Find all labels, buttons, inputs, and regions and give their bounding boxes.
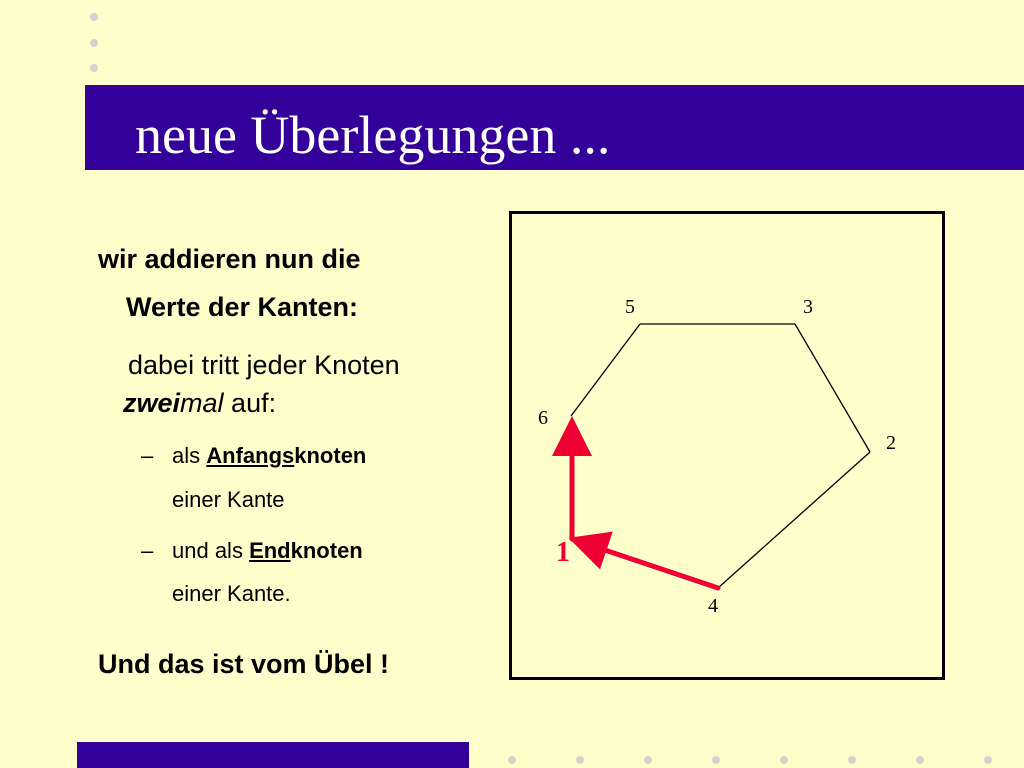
highlighted-path <box>572 426 718 588</box>
decor-dot <box>780 756 788 764</box>
bullet-2-prefix: und als <box>172 538 250 563</box>
auf-text: auf: <box>223 388 277 418</box>
decor-dot <box>848 756 856 764</box>
vertex-label-2: 2 <box>886 432 896 454</box>
graph-edges <box>571 324 870 588</box>
bullet-1-prefix: als <box>172 443 207 468</box>
slide-title: neue Überlegungen ... <box>135 105 611 165</box>
text-line-1: wir addieren nun die <box>98 244 361 274</box>
vertex-label-5: 5 <box>625 296 635 318</box>
decor-dot <box>916 756 924 764</box>
graph-diagram <box>512 214 942 677</box>
text-line-3: dabei tritt jeder Knoten <box>128 350 400 380</box>
decor-dot <box>90 64 98 72</box>
mal-italic: mal <box>180 388 224 418</box>
decor-dot <box>644 756 652 764</box>
edge-2-4 <box>718 452 870 588</box>
vertex-label-3: 3 <box>803 296 813 318</box>
decor-dot <box>712 756 720 764</box>
bullet-1-line-2: einer Kante <box>172 487 285 512</box>
text-line-2: Werte der Kanten: <box>126 292 359 322</box>
bullet-dash: – <box>141 538 154 563</box>
decor-dot <box>90 39 98 47</box>
decor-dot <box>508 756 516 764</box>
start-vertex-label-1: 1 <box>556 537 570 568</box>
bullet-2-underlined: End <box>249 538 291 563</box>
zwei-emphasis: zwei <box>123 388 181 418</box>
vertex-label-4: 4 <box>708 595 718 617</box>
graph-diagram-frame <box>509 211 945 680</box>
edge-5-6 <box>571 324 640 416</box>
bullet-1-line-1 <box>172 443 366 469</box>
edge-3-2 <box>795 324 870 452</box>
footer-bar <box>77 742 469 768</box>
bullet-1-underlined: Anfangs <box>206 443 295 468</box>
bullet-1-bold: knoten <box>294 443 367 468</box>
conclusion-text: Und das ist vom Übel ! <box>98 649 390 679</box>
decor-dot <box>984 756 992 764</box>
text-line-4 <box>123 388 276 419</box>
edge-4-1-highlight <box>578 541 718 588</box>
bullet-dash: – <box>141 443 154 468</box>
bullet-2-line-1 <box>172 538 363 564</box>
decor-dot <box>90 13 98 21</box>
decor-dot <box>576 756 584 764</box>
vertex-label-6: 6 <box>538 407 548 429</box>
title-bar <box>85 85 1024 170</box>
bullet-2-bold: knoten <box>290 538 363 563</box>
bullet-2-line-2: einer Kante. <box>172 581 291 606</box>
